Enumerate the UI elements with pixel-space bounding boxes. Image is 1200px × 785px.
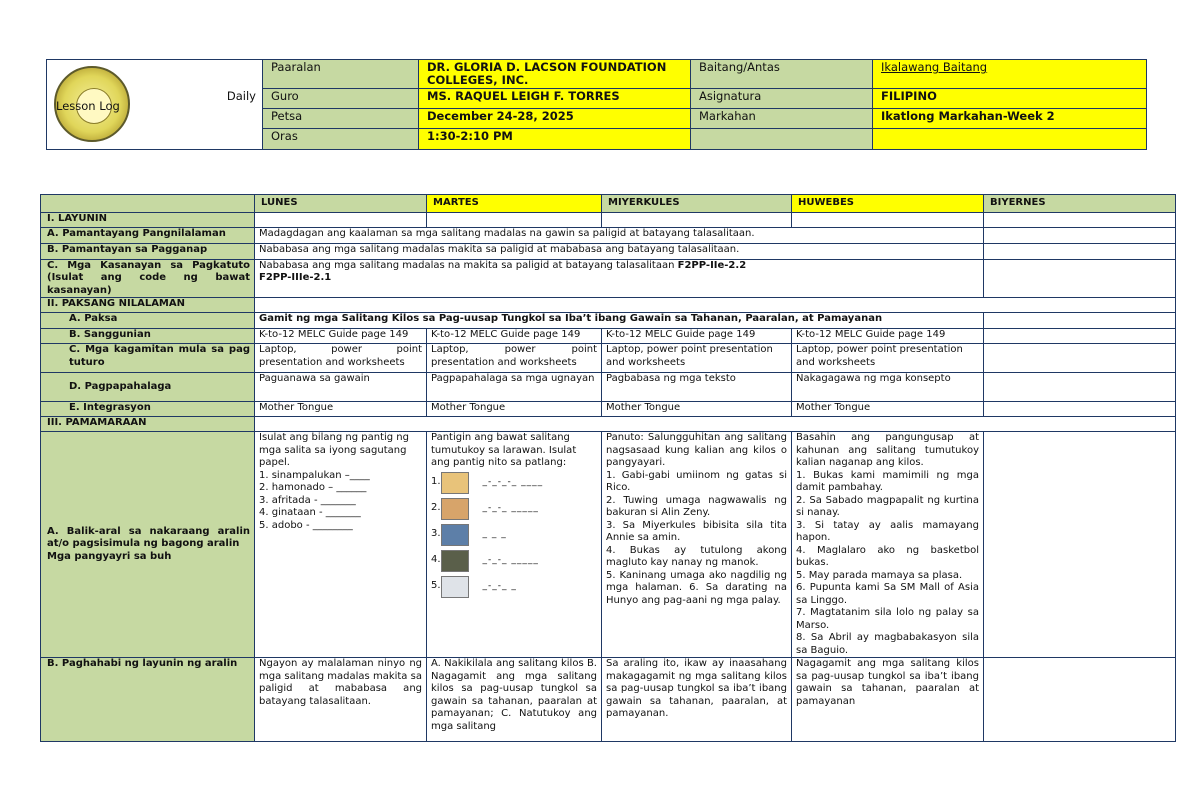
subject-value: FILIPINO	[873, 89, 1147, 109]
day-header: MARTES	[427, 195, 602, 213]
row-label: A. Paksa	[41, 313, 255, 329]
materials-cell: Laptop, power point presentation and worksheets	[255, 344, 427, 373]
day-header: BIYERNES	[984, 195, 1176, 213]
date-value: December 24-28, 2025	[419, 109, 691, 129]
review-item: 1. sinampalukan –____	[259, 469, 370, 481]
header-label: Guro	[263, 89, 419, 109]
reference-cell: K-to-12 MELC Guide page 149	[602, 329, 792, 344]
day-header: HUWEBES	[792, 195, 984, 213]
church-picture	[441, 498, 469, 520]
values-cell: Pagbabasa ng mga teksto	[602, 373, 792, 402]
picture-number: 5.	[431, 580, 441, 592]
review-item: 4. ginataan - _______	[259, 507, 361, 518]
row-label: B. Paghahabi ng layunin ng aralin	[41, 658, 255, 742]
syllable-blank: _-_-_-_ ____	[482, 477, 544, 488]
values-cell: Pagpapahalaga sa mga ugnayan	[427, 373, 602, 402]
competency-code: F2PP-IIIe-2.1	[259, 272, 332, 283]
picture-number: 2.	[431, 502, 441, 514]
day-header: MIYERKULES	[602, 195, 792, 213]
competency-text: Nababasa ang mga salitang madalas na makita sa paligid at batayang talasalitaan	[259, 259, 675, 271]
competency-code: F2PP-IIe-2.2	[677, 259, 747, 271]
header-label: Oras	[263, 129, 419, 150]
topic: Gamit ng mga Salitang Kilos sa Pag-uusap Tungkol sa Iba’t ibang Gawain sa Tahanan, Paaralan, at Pamayanan	[255, 313, 984, 329]
syllable-blank: _-_-_ _	[482, 581, 517, 592]
review-lunes	[255, 432, 427, 658]
header-table	[46, 59, 1147, 150]
integration-cell: Mother Tongue	[602, 402, 792, 417]
review-instructions: Pantigin ang bawat salitang tumutukoy sa larawan. Isulat ang pantig nito sa patlang:	[431, 432, 577, 468]
header-label: Petsa	[263, 109, 419, 129]
picture-number: 1.	[431, 476, 441, 488]
learning-competency	[255, 259, 984, 298]
grade-text: Ikalawang Baitang	[881, 60, 988, 74]
school-picture	[441, 576, 469, 598]
purpose-miyerkules: Sa araling ito, ikaw ay inaasahang makagagamit ng mga salitang kilos sa pag-uusap tungkol sa iba’t ibang gawain sa tahanan, paaralan, at pamayanan.	[602, 658, 792, 742]
teacher-value: MS. RAQUEL LEIGH F. TORRES	[419, 89, 691, 109]
review-label-extra: Mga pangyayri sa buh	[47, 550, 172, 562]
reference-cell: K-to-12 MELC Guide page 149	[427, 329, 602, 344]
row-label: C. Mga kagamitan mula sa pag tuturo	[41, 344, 255, 373]
values-cell: Nakagagawa ng mga konsepto	[792, 373, 984, 402]
row-label	[41, 432, 255, 658]
section-heading: II. PAKSANG NILALAMAN	[41, 298, 255, 313]
content-standard: Madagdagan ang kaalaman sa mga salitang madalas na gawin sa paligid at batayang talasalitaan.	[255, 227, 984, 243]
lesson-plan-table	[40, 194, 1176, 742]
header-label: Baitang/Antas	[691, 60, 873, 89]
section-heading: I. LAYUNIN	[41, 212, 255, 227]
materials-cell: Laptop, power point presentation and worksheets	[427, 344, 602, 373]
picture-number: 3.	[431, 528, 441, 540]
integration-cell: Mother Tongue	[255, 402, 427, 417]
row-label: A. Pamantayang Pangnilalaman	[41, 227, 255, 243]
lesson-log-label: Lesson Log	[56, 99, 120, 113]
syllable-blank: _-_-_ _____	[482, 503, 539, 514]
corner-cell	[41, 195, 255, 213]
house-picture	[441, 472, 469, 494]
purpose-huwebes: Nagagamit ang mga salitang kilos sa pag-uusap tungkol sa iba’t ibang gawain sa tahanan, paaralan at pamayanan	[792, 658, 984, 742]
day-header: LUNES	[255, 195, 427, 213]
picture-number: 4.	[431, 554, 441, 566]
review-miyerkules: Panuto: Salungguhitan ang salitang nagsasaad kung kalian ang kilos o pangyayari. 1. Gabi-gabi umiinom ng gatas si Rico. 2. Tuwing umaga nagwawalis ng bakuran si Alin Zeny. 3. Sa Miyerkules bibisita sila tita Annie sa amin. 4. Bukas ay tutulong akong magluto kay nanay ng manok. 5. Kaninang umaga ako nagdilig ng mga halaman. 6. Sa darating na Hunyo ang pag-aani ng mga palay.	[602, 432, 792, 658]
values-cell: Paguanawa sa gawain	[255, 373, 427, 402]
quarter-value: Ikatlong Markahan-Week 2	[873, 109, 1147, 129]
review-item: 5. adobo - ________	[259, 519, 353, 531]
integration-cell: Mother Tongue	[792, 402, 984, 417]
carabao-picture	[441, 550, 469, 572]
row-label: C. Mga Kasanayan sa Pagkatuto (Isulat ang code ng bawat kasanayan)	[41, 259, 255, 298]
performance-standard: Nababasa ang mga salitang madalas makita sa paligid at mababasa ang batayang talasalitaan.	[255, 243, 984, 259]
school-value: DR. GLORIA D. LACSON FOUNDATION COLLEGES, INC.	[419, 60, 691, 89]
review-item: 2. hamonado – ______	[259, 482, 367, 493]
header-label: Paaralan	[263, 60, 419, 89]
review-item: 3. afritada - _______	[259, 494, 356, 506]
reference-cell: K-to-12 MELC Guide page 149	[255, 329, 427, 344]
row-label: E. Integrasyon	[41, 402, 255, 417]
review-instructions: Isulat ang bilang ng pantig ng mga salita sa iyong sagutang papel.	[259, 432, 409, 468]
reference-cell: K-to-12 MELC Guide page 149	[792, 329, 984, 344]
review-martes	[427, 432, 602, 658]
review-huwebes: Basahin ang pangungusap at kahunan ang salitang tumutukoy kalian naganap ang kilos. 1. Bukas kami mamimili ng mga damit pambahay. 2. Sa Sabado magpapalit ng kurtina si nanay. 3. Si tatay ay aalis mamayang hapon. 4. Maglalaro ako ng basketbol bukas. 5. May parada mamaya sa plasa. 6. Pupunta kami Sa SM Mall of Asia sa Linggo. 7. Magtatanim sila lolo ng palay sa Marso. 8. Sa Abril ay magbabakasyon sila sa Baguio.	[792, 432, 984, 658]
purpose-martes: A. Nakikilala ang salitang kilos B. Nagagamit ang mga salitang kilos sa pag-uusap tungkol sa gawain sa tahanan, paaralan at pamayanan; C. Natutukoy ang mga salitang	[427, 658, 602, 742]
purpose-lunes: Ngayon ay malalaman ninyo ng mga salitang madalas makita sa paligid at mababasa ang batayang talasalitaan.	[255, 658, 427, 742]
windmill-picture	[441, 524, 469, 546]
header-label	[691, 129, 873, 150]
header-label: Markahan	[691, 109, 873, 129]
row-label: B. Pamantayan sa Pagganap	[41, 243, 255, 259]
syllable-blank: _-_-_ _____	[482, 555, 539, 566]
materials-cell: Laptop, power point presentation and worksheets	[792, 344, 984, 373]
syllable-blank: _ _ _	[482, 529, 507, 540]
row-label: B. Sanggunian	[41, 329, 255, 344]
header-empty-cell	[873, 129, 1147, 150]
daily-label: Daily	[226, 89, 256, 103]
header-label: Asignatura	[691, 89, 873, 109]
grade-value	[873, 60, 1147, 89]
materials-cell: Laptop, power point presentation and worksheets	[602, 344, 792, 373]
logo-cell	[47, 60, 263, 150]
section-heading: III. PAMAMARAAN	[41, 417, 255, 432]
row-label: D. Pagpapahalaga	[41, 373, 255, 402]
time-value: 1:30-2:10 PM	[419, 129, 691, 150]
integration-cell: Mother Tongue	[427, 402, 602, 417]
review-label: A. Balik-aral sa nakaraang aralin at/o pagsisimula ng bagong aralin	[47, 525, 250, 550]
